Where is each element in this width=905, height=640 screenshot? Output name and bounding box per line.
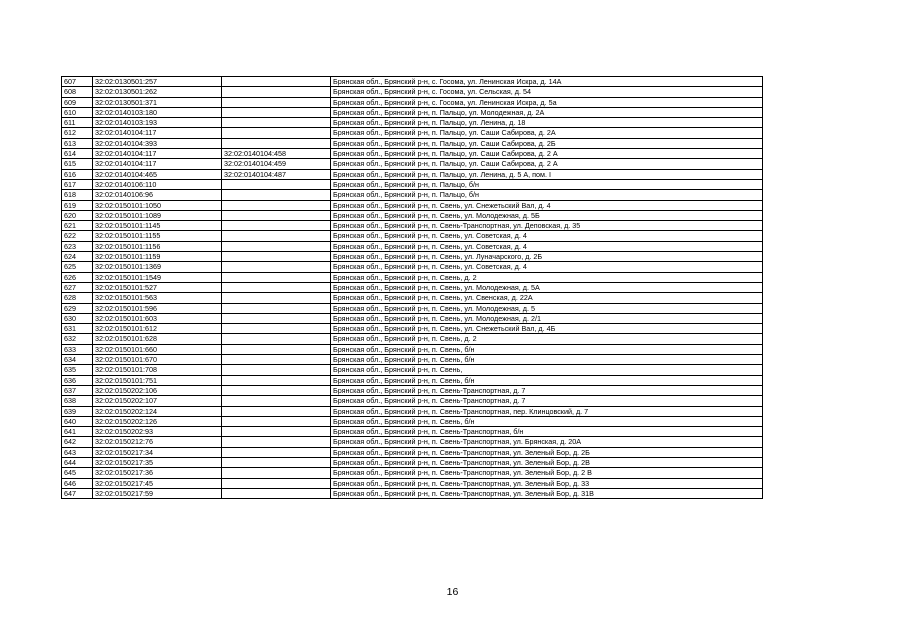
table-row: [62, 179, 763, 189]
address-cell: Брянская обл., Брянский р-н, п. Пальцо, ул. Ленина, д. 5 А, пом. I: [331, 169, 763, 179]
row-number-cell: 634: [62, 355, 93, 365]
address-cell: Брянская обл., Брянский р-н, с. Госома, ул. Ленинская Искра, д. 14А: [331, 77, 763, 87]
table-row: [62, 210, 763, 220]
table-row: [62, 200, 763, 210]
address-cell: Брянская обл., Брянский р-н, п. Свень, б/н: [331, 344, 763, 354]
address-cell: Брянская обл., Брянский р-н, п. Свень, б/н: [331, 355, 763, 365]
address-cell: Брянская обл., Брянский р-н, п. Пальцо, ул. Саши Сабирова, д. 2 А: [331, 149, 763, 159]
cadastral-table-body: [62, 77, 763, 499]
row-number-cell: 645: [62, 468, 93, 478]
related-cadastral-number-cell: 32:02:0140104:458: [222, 149, 331, 159]
related-cadastral-number-cell: [222, 282, 331, 292]
cadastral-number-cell: 32:02:0130501:262: [93, 87, 222, 97]
related-cadastral-number-cell: [222, 437, 331, 447]
cadastral-number-cell: 32:02:0140106:110: [93, 179, 222, 189]
row-number-cell: 616: [62, 169, 93, 179]
row-number-cell: 632: [62, 334, 93, 344]
table-row: [62, 427, 763, 437]
address-cell: Брянская обл., Брянский р-н, п. Свень, ул. Луначарского, д. 2Б: [331, 252, 763, 262]
address-cell: Брянская обл., Брянский р-н, п. Пальцо, б/н: [331, 190, 763, 200]
table-row: [62, 344, 763, 354]
address-cell: Брянская обл., Брянский р-н, п. Свень-Транспортная, д. 7: [331, 396, 763, 406]
cadastral-number-cell: 32:02:0150101:612: [93, 324, 222, 334]
cadastral-number-cell: 32:02:0150101:751: [93, 375, 222, 385]
cadastral-number-cell: 32:02:0150217:36: [93, 468, 222, 478]
table-row: [62, 365, 763, 375]
table-row: [62, 231, 763, 241]
related-cadastral-number-cell: [222, 344, 331, 354]
table-row: [62, 416, 763, 426]
table-row: [62, 303, 763, 313]
address-cell: Брянская обл., Брянский р-н, п. Свень-Транспортная, ул. Зеленый Бор, д. 33: [331, 478, 763, 488]
cadastral-number-cell: 32:02:0150101:670: [93, 355, 222, 365]
row-number-cell: 607: [62, 77, 93, 87]
row-number-cell: 635: [62, 365, 93, 375]
cadastral-number-cell: 32:02:0150101:660: [93, 344, 222, 354]
table-row: [62, 221, 763, 231]
cadastral-number-cell: 32:02:0130501:257: [93, 77, 222, 87]
table-row: [62, 87, 763, 97]
table-row: [62, 190, 763, 200]
related-cadastral-number-cell: [222, 221, 331, 231]
row-number-cell: 618: [62, 190, 93, 200]
row-number-cell: 615: [62, 159, 93, 169]
table-row: [62, 97, 763, 107]
address-cell: Брянская обл., Брянский р-н, п. Свень, ул. Молодежная, д. 5А: [331, 282, 763, 292]
row-number-cell: 613: [62, 138, 93, 148]
related-cadastral-number-cell: [222, 365, 331, 375]
address-cell: Брянская обл., Брянский р-н, п. Свень,: [331, 365, 763, 375]
row-number-cell: 621: [62, 221, 93, 231]
row-number-cell: 636: [62, 375, 93, 385]
cadastral-number-cell: 32:02:0150101:1050: [93, 200, 222, 210]
related-cadastral-number-cell: [222, 293, 331, 303]
related-cadastral-number-cell: [222, 488, 331, 498]
address-cell: Брянская обл., Брянский р-н, п. Свень, ул. Советская, д. 4: [331, 231, 763, 241]
row-number-cell: 642: [62, 437, 93, 447]
table-row: [62, 324, 763, 334]
row-number-cell: 622: [62, 231, 93, 241]
table-row: [62, 262, 763, 272]
related-cadastral-number-cell: [222, 241, 331, 251]
row-number-cell: 629: [62, 303, 93, 313]
address-cell: Брянская обл., Брянский р-н, п. Пальцо, ул. Саши Сабирова, д. 2А: [331, 128, 763, 138]
address-cell: Брянская обл., Брянский р-н, п. Свень, ул. Снежетьский Вал, д. 4: [331, 200, 763, 210]
cadastral-number-cell: 32:02:0150101:1159: [93, 252, 222, 262]
cadastral-number-cell: 32:02:0150101:1089: [93, 210, 222, 220]
related-cadastral-number-cell: [222, 107, 331, 117]
cadastral-number-cell: 32:02:0140103:193: [93, 118, 222, 128]
address-cell: Брянская обл., Брянский р-н, п. Свень-Транспортная, ул. Деповская, д. 35: [331, 221, 763, 231]
cadastral-number-cell: 32:02:0150202:124: [93, 406, 222, 416]
related-cadastral-number-cell: [222, 468, 331, 478]
address-cell: Брянская обл., Брянский р-н, п. Свень, д. 2: [331, 272, 763, 282]
table-row: [62, 437, 763, 447]
cadastral-number-cell: 32:02:0150101:1155: [93, 231, 222, 241]
address-cell: Брянская обл., Брянский р-н, п. Свень-Транспортная, пер. Клинцовский, д. 7: [331, 406, 763, 416]
cadastral-number-cell: 32:02:0150217:59: [93, 488, 222, 498]
row-number-cell: 624: [62, 252, 93, 262]
row-number-cell: 644: [62, 457, 93, 467]
cadastral-number-cell: 32:02:0140104:465: [93, 169, 222, 179]
related-cadastral-number-cell: [222, 97, 331, 107]
address-cell: Брянская обл., Брянский р-н, п. Свень, б/н: [331, 416, 763, 426]
table-row: [62, 457, 763, 467]
page-number: 16: [446, 586, 459, 598]
related-cadastral-number-cell: [222, 118, 331, 128]
address-cell: Брянская обл., Брянский р-н, п. Свень, ул. Советская, д. 4: [331, 262, 763, 272]
address-cell: Брянская обл., Брянский р-н, п. Свень-Транспортная, ул. Зеленый Бор, д. 2Б: [331, 447, 763, 457]
cadastral-number-cell: 32:02:0150101:1145: [93, 221, 222, 231]
cadastral-number-cell: 32:02:0150202:93: [93, 427, 222, 437]
address-cell: Брянская обл., Брянский р-н, п. Свень, ул. Свенская, д. 22А: [331, 293, 763, 303]
related-cadastral-number-cell: [222, 138, 331, 148]
table-row: [62, 128, 763, 138]
address-cell: Брянская обл., Брянский р-н, п. Свень-Транспортная, д. 7: [331, 385, 763, 395]
address-cell: Брянская обл., Брянский р-н, п. Свень-Транспортная, ул. Зеленый Бор, д. 2В: [331, 457, 763, 467]
table-row: [62, 149, 763, 159]
address-cell: Брянская обл., Брянский р-н, п. Свень, ул. Молодежная, д. 5: [331, 303, 763, 313]
row-number-cell: 620: [62, 210, 93, 220]
table-row: [62, 313, 763, 323]
cadastral-number-cell: 32:02:0150202:107: [93, 396, 222, 406]
cadastral-table: [61, 76, 763, 499]
related-cadastral-number-cell: [222, 77, 331, 87]
cadastral-number-cell: 32:02:0150217:34: [93, 447, 222, 457]
row-number-cell: 610: [62, 107, 93, 117]
cadastral-number-cell: 32:02:0140104:117: [93, 159, 222, 169]
row-number-cell: 612: [62, 128, 93, 138]
related-cadastral-number-cell: [222, 87, 331, 97]
row-number-cell: 608: [62, 87, 93, 97]
cadastral-number-cell: 32:02:0150217:35: [93, 457, 222, 467]
related-cadastral-number-cell: [222, 324, 331, 334]
cadastral-number-cell: 32:02:0150101:628: [93, 334, 222, 344]
related-cadastral-number-cell: [222, 303, 331, 313]
related-cadastral-number-cell: [222, 385, 331, 395]
related-cadastral-number-cell: [222, 478, 331, 488]
table-row: [62, 406, 763, 416]
address-cell: Брянская обл., Брянский р-н, п. Пальцо, ул. Саши Сабирова, д. 2 А: [331, 159, 763, 169]
address-cell: Брянская обл., Брянский р-н, п. Свень-Транспортная, ул. Брянская, д. 20А: [331, 437, 763, 447]
related-cadastral-number-cell: [222, 179, 331, 189]
row-number-cell: 637: [62, 385, 93, 395]
table-row: [62, 107, 763, 117]
cadastral-number-cell: 32:02:0140103:180: [93, 107, 222, 117]
row-number-cell: 626: [62, 272, 93, 282]
table-row: [62, 396, 763, 406]
address-cell: Брянская обл., Брянский р-н, п. Свень-Транспортная, ул. Зеленый Бор, д. 2 В: [331, 468, 763, 478]
address-cell: Брянская обл., Брянский р-н, п. Свень, ул. Молодежная, д. 2/1: [331, 313, 763, 323]
cadastral-number-cell: 32:02:0150212:76: [93, 437, 222, 447]
row-number-cell: 641: [62, 427, 93, 437]
cadastral-number-cell: 32:02:0150101:1549: [93, 272, 222, 282]
related-cadastral-number-cell: [222, 447, 331, 457]
related-cadastral-number-cell: [222, 406, 331, 416]
cadastral-number-cell: 32:02:0150217:45: [93, 478, 222, 488]
related-cadastral-number-cell: [222, 427, 331, 437]
row-number-cell: 647: [62, 488, 93, 498]
cadastral-number-cell: 32:02:0150202:126: [93, 416, 222, 426]
table-row: [62, 138, 763, 148]
address-cell: Брянская обл., Брянский р-н, п. Свень, ул. Снежетьский Вал, д. 4Б: [331, 324, 763, 334]
address-cell: Брянская обл., Брянский р-н, п. Пальцо, ул. Ленина, д. 18: [331, 118, 763, 128]
related-cadastral-number-cell: [222, 252, 331, 262]
related-cadastral-number-cell: [222, 457, 331, 467]
table-row: [62, 375, 763, 385]
table-row: [62, 385, 763, 395]
row-number-cell: 628: [62, 293, 93, 303]
row-number-cell: 640: [62, 416, 93, 426]
address-cell: Брянская обл., Брянский р-н, п. Пальцо, б/н: [331, 179, 763, 189]
row-number-cell: 646: [62, 478, 93, 488]
row-number-cell: 633: [62, 344, 93, 354]
row-number-cell: 617: [62, 179, 93, 189]
row-number-cell: 609: [62, 97, 93, 107]
address-cell: Брянская обл., Брянский р-н, п. Свень-Транспортная, ул. Зеленый Бор, д. 31В: [331, 488, 763, 498]
related-cadastral-number-cell: [222, 128, 331, 138]
address-cell: Брянская обл., Брянский р-н, п. Пальцо, ул. Молодежная, д. 2А: [331, 107, 763, 117]
cadastral-number-cell: 32:02:0130501:371: [93, 97, 222, 107]
address-cell: Брянская обл., Брянский р-н, п. Свень, ул. Молодежная, д. 5Б: [331, 210, 763, 220]
cadastral-number-cell: 32:02:0140104:117: [93, 128, 222, 138]
table-row: [62, 293, 763, 303]
table-row: [62, 488, 763, 498]
address-cell: Брянская обл., Брянский р-н, п. Свень, ул. Советская, д. 4: [331, 241, 763, 251]
cadastral-number-cell: 32:02:0150101:563: [93, 293, 222, 303]
row-number-cell: 623: [62, 241, 93, 251]
row-number-cell: 639: [62, 406, 93, 416]
address-cell: Брянская обл., Брянский р-н, с. Госома, ул. Ленинская Искра, д. 5а: [331, 97, 763, 107]
table-row: [62, 282, 763, 292]
cadastral-number-cell: 32:02:0150101:1156: [93, 241, 222, 251]
table-row: [62, 77, 763, 87]
row-number-cell: 619: [62, 200, 93, 210]
related-cadastral-number-cell: [222, 416, 331, 426]
row-number-cell: 643: [62, 447, 93, 457]
address-cell: Брянская обл., Брянский р-н, п. Свень, д. 2: [331, 334, 763, 344]
cadastral-number-cell: 32:02:0140104:117: [93, 149, 222, 159]
related-cadastral-number-cell: [222, 334, 331, 344]
related-cadastral-number-cell: [222, 200, 331, 210]
table-row: [62, 334, 763, 344]
table-row: [62, 159, 763, 169]
table-row: [62, 118, 763, 128]
cadastral-number-cell: 32:02:0140106:96: [93, 190, 222, 200]
row-number-cell: 625: [62, 262, 93, 272]
address-cell: Брянская обл., Брянский р-н, с. Госома, ул. Сельская, д. 54: [331, 87, 763, 97]
cadastral-number-cell: 32:02:0140104:393: [93, 138, 222, 148]
table-row: [62, 272, 763, 282]
cadastral-number-cell: 32:02:0150101:596: [93, 303, 222, 313]
related-cadastral-number-cell: 32:02:0140104:459: [222, 159, 331, 169]
table-row: [62, 355, 763, 365]
related-cadastral-number-cell: [222, 272, 331, 282]
related-cadastral-number-cell: 32:02:0140104:487: [222, 169, 331, 179]
table-row: [62, 252, 763, 262]
related-cadastral-number-cell: [222, 231, 331, 241]
cadastral-number-cell: 32:02:0150202:106: [93, 385, 222, 395]
table-row: [62, 478, 763, 488]
related-cadastral-number-cell: [222, 210, 331, 220]
row-number-cell: 631: [62, 324, 93, 334]
related-cadastral-number-cell: [222, 313, 331, 323]
row-number-cell: 630: [62, 313, 93, 323]
table-row: [62, 241, 763, 251]
related-cadastral-number-cell: [222, 262, 331, 272]
related-cadastral-number-cell: [222, 375, 331, 385]
row-number-cell: 614: [62, 149, 93, 159]
row-number-cell: 638: [62, 396, 93, 406]
related-cadastral-number-cell: [222, 355, 331, 365]
table-row: [62, 169, 763, 179]
cadastral-number-cell: 32:02:0150101:1369: [93, 262, 222, 272]
row-number-cell: 611: [62, 118, 93, 128]
address-cell: Брянская обл., Брянский р-н, п. Свень-Транспортная, б/н: [331, 427, 763, 437]
address-cell: Брянская обл., Брянский р-н, п. Свень, б/н: [331, 375, 763, 385]
table-row: [62, 468, 763, 478]
cadastral-number-cell: 32:02:0150101:708: [93, 365, 222, 375]
address-cell: Брянская обл., Брянский р-н, п. Пальцо, ул. Саши Сабирова, д. 2Б: [331, 138, 763, 148]
table-row: [62, 447, 763, 457]
cadastral-number-cell: 32:02:0150101:527: [93, 282, 222, 292]
cadastral-number-cell: 32:02:0150101:603: [93, 313, 222, 323]
row-number-cell: 627: [62, 282, 93, 292]
related-cadastral-number-cell: [222, 190, 331, 200]
related-cadastral-number-cell: [222, 396, 331, 406]
